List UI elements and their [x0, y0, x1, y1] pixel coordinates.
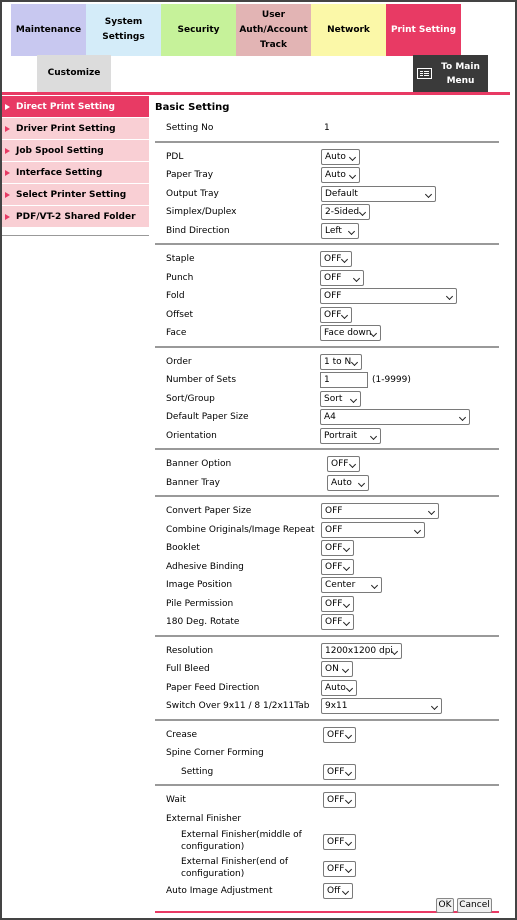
fold-select[interactable]: OFF: [320, 288, 457, 304]
bind-direction-select[interactable]: Left: [321, 223, 359, 239]
face-select[interactable]: Face down: [320, 325, 381, 341]
spine-setting-label: Setting: [181, 766, 214, 777]
sidebar-item-interface[interactable]: Interface Setting: [2, 162, 149, 184]
to-main-menu-button[interactable]: [413, 55, 488, 92]
tab-security[interactable]: Security: [161, 4, 236, 56]
page-title: Basic Setting: [155, 102, 230, 113]
tab-maintenance[interactable]: Maintenance: [11, 4, 86, 56]
menu-list-icon: [417, 68, 432, 79]
wait-select[interactable]: OFF: [323, 792, 356, 808]
orientation-label: Orientation: [166, 430, 217, 441]
arrow-right-icon: [5, 148, 10, 154]
sidebar-item-job-spool[interactable]: Job Spool Setting: [2, 140, 149, 162]
sort-group-label: Sort/Group: [166, 393, 215, 404]
arrow-right-icon: [5, 170, 10, 176]
pile-permission-label: Pile Permission: [166, 598, 234, 609]
combine-originals-select[interactable]: OFF: [321, 522, 425, 538]
tab-print-setting[interactable]: Print Setting: [386, 4, 461, 56]
rotate-180-select[interactable]: OFF: [321, 614, 354, 630]
full-bleed-select[interactable]: ON: [321, 661, 353, 677]
wait-label: Wait: [166, 795, 186, 805]
banner-option-label: Banner Option: [166, 459, 232, 469]
punch-label: Punch: [166, 272, 194, 283]
output-tray-label: Output Tray: [166, 188, 219, 199]
tab-system-settings[interactable]: System Settings: [86, 4, 161, 56]
simplex-label: Simplex/Duplex: [166, 207, 237, 217]
full-bleed-label: Full Bleed: [166, 664, 210, 674]
image-position-select[interactable]: Center: [321, 577, 382, 593]
paper-feed-direction-select[interactable]: Auto: [321, 680, 357, 696]
ok-button[interactable]: OK: [436, 898, 454, 913]
staple-select[interactable]: OFF: [320, 251, 352, 267]
booklet-label: Booklet: [166, 543, 200, 553]
output-tray-select[interactable]: Default: [321, 186, 436, 202]
orientation-select[interactable]: Portrait: [320, 428, 381, 444]
to-main-menu-label: To Main Menu: [441, 61, 480, 86]
external-finisher-label: External Finisher: [166, 813, 242, 824]
pile-permission-select[interactable]: OFF: [321, 596, 354, 612]
ext-finisher-end-select[interactable]: OFF: [323, 861, 356, 877]
paper-tray-select[interactable]: Auto: [321, 167, 360, 183]
order-label: Order: [166, 356, 192, 367]
order-select[interactable]: 1 to N: [320, 354, 362, 370]
resolution-label: Resolution: [166, 645, 214, 656]
offset-label: Offset: [166, 309, 194, 320]
bind-direction-label: Bind Direction: [166, 225, 230, 236]
convert-paper-size-label: Convert Paper Size: [166, 506, 252, 516]
arrow-right-icon: [5, 126, 10, 132]
pdl-label: PDL: [166, 151, 184, 162]
paper-feed-direction-label: Paper Feed Direction: [166, 682, 260, 693]
tab-network[interactable]: Network: [311, 4, 386, 56]
paper-tray-label: Paper Tray: [166, 170, 214, 180]
adhesive-binding-label: Adhesive Binding: [166, 561, 244, 572]
switch-over-select[interactable]: 9x11: [321, 698, 442, 714]
crease-select[interactable]: OFF: [323, 727, 356, 743]
crease-label: Crease: [166, 729, 198, 740]
sidebar-divider: [2, 228, 149, 236]
ext-finisher-middle-label: External Finisher(middle of configuration): [181, 830, 302, 852]
pdl-select[interactable]: Auto: [321, 149, 360, 165]
auto-image-adjustment-select[interactable]: Off: [323, 883, 353, 899]
spine-corner-forming-label: Spine Corner Forming: [166, 748, 264, 758]
sidebar: [2, 96, 149, 236]
banner-option-select[interactable]: OFF: [327, 456, 360, 472]
convert-paper-size-select[interactable]: OFF: [321, 503, 439, 519]
adhesive-binding-select[interactable]: OFF: [321, 559, 354, 575]
number-of-sets-range: (1-9999): [372, 375, 411, 385]
top-divider: [2, 92, 510, 95]
auto-image-adjustment-label: Auto Image Adjustment: [166, 886, 273, 896]
tab-user-auth[interactable]: User Auth/Account Track: [236, 4, 311, 56]
image-position-label: Image Position: [166, 580, 233, 590]
rotate-180-label: 180 Deg. Rotate: [166, 617, 240, 627]
arrow-right-icon: [5, 214, 10, 220]
offset-select[interactable]: OFF: [320, 307, 352, 323]
resolution-select[interactable]: 1200x1200 dpi: [321, 643, 402, 659]
number-of-sets-label: Number of Sets: [166, 375, 237, 385]
banner-tray-select[interactable]: Auto: [327, 475, 369, 491]
sort-group-select[interactable]: Sort: [320, 391, 361, 407]
face-label: Face: [166, 328, 187, 338]
number-of-sets-input[interactable]: 1: [320, 372, 368, 388]
switch-over-label: Switch Over 9x11 / 8 1/2x11Tab: [166, 701, 310, 711]
top-tabs: [11, 4, 461, 56]
sidebar-item-direct-print[interactable]: Direct Print Setting: [2, 96, 149, 118]
default-paper-size-label: Default Paper Size: [166, 412, 249, 422]
setting-no-label: Setting No: [166, 123, 214, 133]
booklet-select[interactable]: OFF: [321, 540, 354, 556]
spine-setting-select[interactable]: OFF: [323, 764, 356, 780]
arrow-right-icon: [5, 192, 10, 198]
arrow-right-icon: [5, 104, 10, 110]
sidebar-item-driver-print[interactable]: Driver Print Setting: [2, 118, 149, 140]
simplex-select[interactable]: 2-Sided: [321, 204, 370, 220]
sidebar-item-pdf-vt2[interactable]: PDF/VT-2 Shared Folder: [2, 206, 149, 228]
ext-finisher-middle-select[interactable]: OFF: [323, 834, 356, 850]
ext-finisher-end-label: External Finisher(end of configuration): [181, 857, 289, 879]
main-content: [155, 97, 499, 918]
punch-select[interactable]: OFF: [320, 270, 364, 286]
tab-customize[interactable]: Customize: [37, 55, 111, 92]
staple-label: Staple: [166, 254, 195, 264]
fold-label: Fold: [166, 291, 185, 301]
cancel-button[interactable]: Cancel: [457, 898, 492, 913]
combine-originals-label: Combine Originals/Image Repeat: [166, 524, 315, 535]
setting-no-value: 1: [324, 123, 330, 133]
sidebar-item-select-printer[interactable]: Select Printer Setting: [2, 184, 149, 206]
banner-tray-label: Banner Tray: [166, 477, 220, 488]
default-paper-size-select[interactable]: A4: [320, 409, 470, 425]
